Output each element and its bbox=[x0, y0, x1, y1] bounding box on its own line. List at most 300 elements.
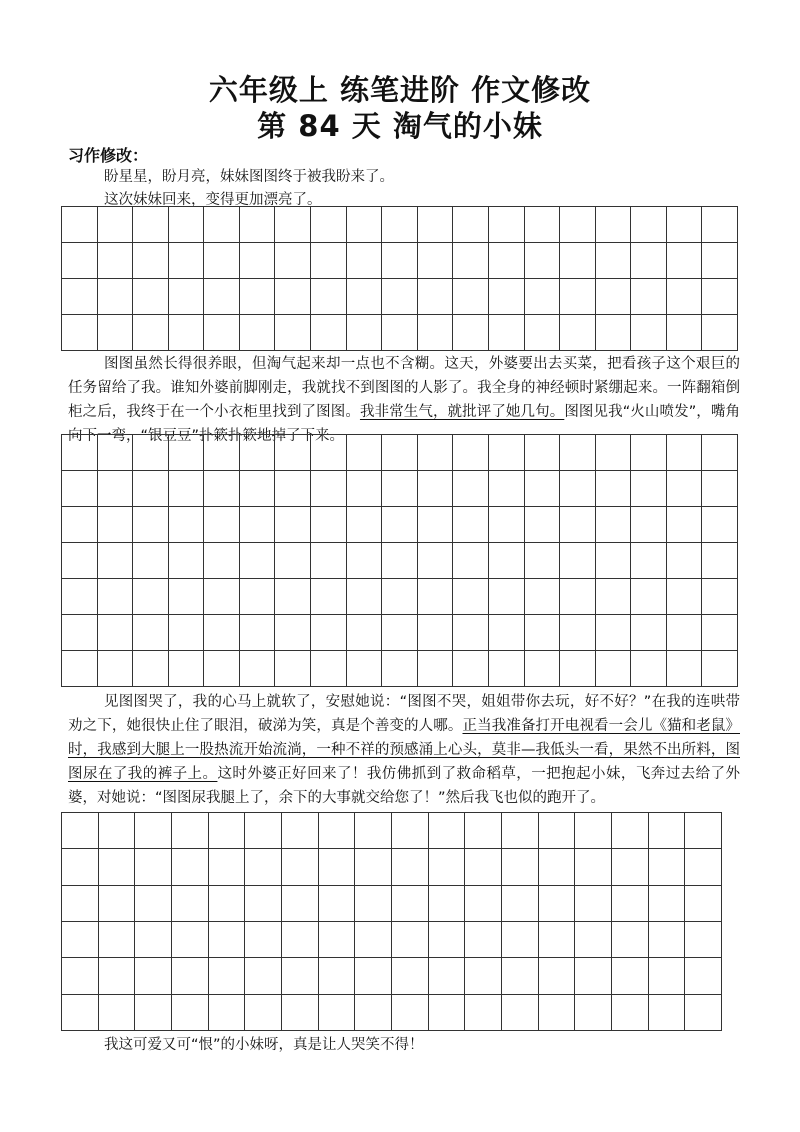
grid-cell[interactable] bbox=[282, 849, 319, 885]
grid-cell[interactable] bbox=[99, 995, 136, 1031]
grid-cell[interactable] bbox=[172, 849, 209, 885]
grid-cell[interactable] bbox=[319, 849, 356, 885]
grid-cell[interactable] bbox=[702, 471, 738, 507]
grid-cell[interactable] bbox=[560, 243, 596, 279]
grid-cell[interactable] bbox=[702, 279, 738, 315]
grid-cell[interactable] bbox=[596, 435, 632, 471]
grid-cell[interactable] bbox=[240, 207, 276, 243]
grid-cell[interactable] bbox=[525, 243, 561, 279]
grid-cell[interactable] bbox=[135, 849, 172, 885]
grid-cell[interactable] bbox=[311, 651, 347, 687]
grid-cell[interactable] bbox=[240, 279, 276, 315]
grid-cell[interactable] bbox=[355, 886, 392, 922]
grid-cell[interactable] bbox=[560, 651, 596, 687]
grid-cell[interactable] bbox=[209, 958, 246, 994]
grid-cell[interactable] bbox=[319, 958, 356, 994]
grid-cell[interactable] bbox=[525, 651, 561, 687]
grid-cell[interactable] bbox=[560, 579, 596, 615]
grid-cell[interactable] bbox=[169, 579, 205, 615]
grid-cell[interactable] bbox=[62, 579, 98, 615]
grid-cell[interactable] bbox=[275, 651, 311, 687]
grid-cell[interactable] bbox=[382, 507, 418, 543]
grid-cell[interactable] bbox=[631, 315, 667, 351]
grid-cell[interactable] bbox=[311, 471, 347, 507]
grid-cell[interactable] bbox=[133, 315, 169, 351]
grid-cell[interactable] bbox=[133, 579, 169, 615]
grid-cell[interactable] bbox=[702, 651, 738, 687]
grid-cell[interactable] bbox=[240, 471, 276, 507]
grid-cell[interactable] bbox=[539, 958, 576, 994]
grid-cell[interactable] bbox=[133, 435, 169, 471]
grid-cell[interactable] bbox=[465, 849, 502, 885]
grid-cell[interactable] bbox=[429, 995, 466, 1031]
grid-cell[interactable] bbox=[347, 207, 383, 243]
grid-cell[interactable] bbox=[649, 958, 686, 994]
grid-cell[interactable] bbox=[667, 543, 703, 579]
grid-cell[interactable] bbox=[169, 279, 205, 315]
grid-cell[interactable] bbox=[62, 279, 98, 315]
grid-cell[interactable] bbox=[99, 849, 136, 885]
grid-cell[interactable] bbox=[649, 922, 686, 958]
grid-cell[interactable] bbox=[311, 615, 347, 651]
grid-cell[interactable] bbox=[62, 813, 99, 849]
grid-cell[interactable] bbox=[62, 849, 99, 885]
grid-cell[interactable] bbox=[135, 886, 172, 922]
grid-cell[interactable] bbox=[525, 615, 561, 651]
grid-cell[interactable] bbox=[453, 243, 489, 279]
grid-cell[interactable] bbox=[702, 435, 738, 471]
grid-cell[interactable] bbox=[429, 958, 466, 994]
grid-cell[interactable] bbox=[133, 243, 169, 279]
grid-cell[interactable] bbox=[418, 651, 454, 687]
grid-cell[interactable] bbox=[702, 315, 738, 351]
grid-cell[interactable] bbox=[702, 543, 738, 579]
grid-cell[interactable] bbox=[135, 995, 172, 1031]
grid-cell[interactable] bbox=[209, 849, 246, 885]
grid-cell[interactable] bbox=[560, 207, 596, 243]
grid-cell[interactable] bbox=[355, 922, 392, 958]
grid-cell[interactable] bbox=[382, 315, 418, 351]
grid-cell[interactable] bbox=[98, 243, 134, 279]
grid-cell[interactable] bbox=[62, 243, 98, 279]
grid-cell[interactable] bbox=[596, 579, 632, 615]
grid-cell[interactable] bbox=[245, 886, 282, 922]
grid-cell[interactable] bbox=[133, 543, 169, 579]
grid-cell[interactable] bbox=[62, 207, 98, 243]
grid-cell[interactable] bbox=[98, 435, 134, 471]
grid-cell[interactable] bbox=[311, 279, 347, 315]
grid-cell[interactable] bbox=[560, 507, 596, 543]
grid-cell[interactable] bbox=[539, 922, 576, 958]
grid-cell[interactable] bbox=[99, 813, 136, 849]
grid-cell[interactable] bbox=[172, 922, 209, 958]
grid-cell[interactable] bbox=[282, 922, 319, 958]
grid-cell[interactable] bbox=[560, 471, 596, 507]
grid-cell[interactable] bbox=[453, 471, 489, 507]
grid-cell[interactable] bbox=[612, 849, 649, 885]
grid-cell[interactable] bbox=[596, 543, 632, 579]
grid-cell[interactable] bbox=[240, 651, 276, 687]
grid-cell[interactable] bbox=[382, 651, 418, 687]
grid-cell[interactable] bbox=[502, 849, 539, 885]
grid-cell[interactable] bbox=[685, 958, 722, 994]
grid-cell[interactable] bbox=[453, 651, 489, 687]
grid-cell[interactable] bbox=[245, 922, 282, 958]
grid-cell[interactable] bbox=[612, 813, 649, 849]
grid-cell[interactable] bbox=[489, 615, 525, 651]
grid-cell[interactable] bbox=[169, 507, 205, 543]
grid-cell[interactable] bbox=[311, 243, 347, 279]
grid-cell[interactable] bbox=[240, 315, 276, 351]
grid-cell[interactable] bbox=[667, 315, 703, 351]
grid-cell[interactable] bbox=[465, 922, 502, 958]
grid-cell[interactable] bbox=[429, 813, 466, 849]
grid-cell[interactable] bbox=[465, 813, 502, 849]
grid-cell[interactable] bbox=[169, 543, 205, 579]
grid-cell[interactable] bbox=[560, 435, 596, 471]
grid-cell[interactable] bbox=[575, 922, 612, 958]
grid-cell[interactable] bbox=[539, 813, 576, 849]
grid-cell[interactable] bbox=[347, 507, 383, 543]
grid-cell[interactable] bbox=[418, 471, 454, 507]
grid-cell[interactable] bbox=[169, 315, 205, 351]
grid-cell[interactable] bbox=[62, 651, 98, 687]
grid-cell[interactable] bbox=[98, 315, 134, 351]
grid-cell[interactable] bbox=[525, 207, 561, 243]
grid-cell[interactable] bbox=[489, 435, 525, 471]
grid-cell[interactable] bbox=[133, 651, 169, 687]
grid-cell[interactable] bbox=[240, 543, 276, 579]
grid-cell[interactable] bbox=[539, 849, 576, 885]
grid-cell[interactable] bbox=[418, 243, 454, 279]
grid-cell[interactable] bbox=[135, 813, 172, 849]
grid-cell[interactable] bbox=[631, 471, 667, 507]
grid-cell[interactable] bbox=[98, 579, 134, 615]
grid-cell[interactable] bbox=[525, 315, 561, 351]
grid-cell[interactable] bbox=[702, 207, 738, 243]
grid-cell[interactable] bbox=[429, 922, 466, 958]
grid-cell[interactable] bbox=[382, 279, 418, 315]
grid-cell[interactable] bbox=[685, 995, 722, 1031]
grid-cell[interactable] bbox=[275, 579, 311, 615]
grid-cell[interactable] bbox=[98, 651, 134, 687]
grid-cell[interactable] bbox=[596, 651, 632, 687]
grid-cell[interactable] bbox=[489, 543, 525, 579]
grid-cell[interactable] bbox=[204, 651, 240, 687]
grid-cell[interactable] bbox=[382, 243, 418, 279]
grid-cell[interactable] bbox=[245, 813, 282, 849]
grid-cell[interactable] bbox=[172, 813, 209, 849]
grid-cell[interactable] bbox=[612, 958, 649, 994]
grid-cell[interactable] bbox=[489, 651, 525, 687]
grid-cell[interactable] bbox=[245, 995, 282, 1031]
grid-cell[interactable] bbox=[209, 813, 246, 849]
grid-cell[interactable] bbox=[169, 615, 205, 651]
grid-cell[interactable] bbox=[418, 279, 454, 315]
grid-cell[interactable] bbox=[275, 543, 311, 579]
grid-cell[interactable] bbox=[382, 615, 418, 651]
grid-cell[interactable] bbox=[631, 507, 667, 543]
grid-cell[interactable] bbox=[172, 995, 209, 1031]
grid-cell[interactable] bbox=[240, 507, 276, 543]
grid-cell[interactable] bbox=[382, 471, 418, 507]
grid-cell[interactable] bbox=[429, 886, 466, 922]
grid-cell[interactable] bbox=[489, 243, 525, 279]
grid-cell[interactable] bbox=[204, 435, 240, 471]
grid-cell[interactable] bbox=[98, 615, 134, 651]
grid-cell[interactable] bbox=[392, 958, 429, 994]
grid-cell[interactable] bbox=[392, 813, 429, 849]
grid-cell[interactable] bbox=[382, 435, 418, 471]
grid-cell[interactable] bbox=[612, 995, 649, 1031]
grid-cell[interactable] bbox=[347, 579, 383, 615]
grid-cell[interactable] bbox=[525, 507, 561, 543]
grid-cell[interactable] bbox=[539, 995, 576, 1031]
grid-cell[interactable] bbox=[204, 579, 240, 615]
grid-cell[interactable] bbox=[631, 279, 667, 315]
grid-cell[interactable] bbox=[311, 207, 347, 243]
grid-cell[interactable] bbox=[429, 849, 466, 885]
grid-cell[interactable] bbox=[502, 958, 539, 994]
grid-cell[interactable] bbox=[135, 922, 172, 958]
writing-grid-3[interactable] bbox=[61, 812, 722, 1031]
grid-cell[interactable] bbox=[667, 471, 703, 507]
grid-cell[interactable] bbox=[347, 435, 383, 471]
grid-cell[interactable] bbox=[319, 886, 356, 922]
grid-cell[interactable] bbox=[209, 922, 246, 958]
grid-cell[interactable] bbox=[99, 886, 136, 922]
grid-cell[interactable] bbox=[702, 243, 738, 279]
grid-cell[interactable] bbox=[667, 207, 703, 243]
grid-cell[interactable] bbox=[489, 579, 525, 615]
grid-cell[interactable] bbox=[347, 243, 383, 279]
grid-cell[interactable] bbox=[489, 279, 525, 315]
grid-cell[interactable] bbox=[62, 507, 98, 543]
grid-cell[interactable] bbox=[560, 315, 596, 351]
grid-cell[interactable] bbox=[99, 958, 136, 994]
grid-cell[interactable] bbox=[575, 958, 612, 994]
grid-cell[interactable] bbox=[649, 813, 686, 849]
grid-cell[interactable] bbox=[347, 651, 383, 687]
grid-cell[interactable] bbox=[275, 315, 311, 351]
grid-cell[interactable] bbox=[347, 615, 383, 651]
grid-cell[interactable] bbox=[392, 849, 429, 885]
grid-cell[interactable] bbox=[525, 435, 561, 471]
grid-cell[interactable] bbox=[631, 579, 667, 615]
grid-cell[interactable] bbox=[275, 615, 311, 651]
grid-cell[interactable] bbox=[502, 886, 539, 922]
grid-cell[interactable] bbox=[502, 813, 539, 849]
grid-cell[interactable] bbox=[702, 579, 738, 615]
grid-cell[interactable] bbox=[282, 886, 319, 922]
grid-cell[interactable] bbox=[453, 435, 489, 471]
grid-cell[interactable] bbox=[133, 471, 169, 507]
grid-cell[interactable] bbox=[649, 886, 686, 922]
grid-cell[interactable] bbox=[560, 615, 596, 651]
grid-cell[interactable] bbox=[204, 315, 240, 351]
grid-cell[interactable] bbox=[667, 507, 703, 543]
grid-cell[interactable] bbox=[98, 543, 134, 579]
grid-cell[interactable] bbox=[347, 471, 383, 507]
grid-cell[interactable] bbox=[311, 579, 347, 615]
grid-cell[interactable] bbox=[575, 995, 612, 1031]
grid-cell[interactable] bbox=[311, 543, 347, 579]
grid-cell[interactable] bbox=[453, 543, 489, 579]
grid-cell[interactable] bbox=[596, 207, 632, 243]
grid-cell[interactable] bbox=[489, 207, 525, 243]
grid-cell[interactable] bbox=[133, 615, 169, 651]
grid-cell[interactable] bbox=[245, 849, 282, 885]
grid-cell[interactable] bbox=[133, 507, 169, 543]
grid-cell[interactable] bbox=[631, 243, 667, 279]
grid-cell[interactable] bbox=[596, 615, 632, 651]
grid-cell[interactable] bbox=[98, 507, 134, 543]
grid-cell[interactable] bbox=[502, 995, 539, 1031]
grid-cell[interactable] bbox=[240, 579, 276, 615]
grid-cell[interactable] bbox=[667, 651, 703, 687]
grid-cell[interactable] bbox=[596, 243, 632, 279]
grid-cell[interactable] bbox=[702, 615, 738, 651]
grid-cell[interactable] bbox=[169, 207, 205, 243]
grid-cell[interactable] bbox=[275, 207, 311, 243]
grid-cell[interactable] bbox=[62, 958, 99, 994]
grid-cell[interactable] bbox=[685, 922, 722, 958]
grid-cell[interactable] bbox=[453, 279, 489, 315]
grid-cell[interactable] bbox=[453, 579, 489, 615]
grid-cell[interactable] bbox=[631, 435, 667, 471]
grid-cell[interactable] bbox=[311, 435, 347, 471]
grid-cell[interactable] bbox=[204, 615, 240, 651]
grid-cell[interactable] bbox=[275, 471, 311, 507]
grid-cell[interactable] bbox=[98, 279, 134, 315]
grid-cell[interactable] bbox=[204, 243, 240, 279]
grid-cell[interactable] bbox=[355, 849, 392, 885]
grid-cell[interactable] bbox=[596, 507, 632, 543]
grid-cell[interactable] bbox=[355, 813, 392, 849]
grid-cell[interactable] bbox=[575, 849, 612, 885]
grid-cell[interactable] bbox=[525, 279, 561, 315]
grid-cell[interactable] bbox=[133, 279, 169, 315]
grid-cell[interactable] bbox=[275, 507, 311, 543]
grid-cell[interactable] bbox=[133, 207, 169, 243]
grid-cell[interactable] bbox=[418, 207, 454, 243]
grid-cell[interactable] bbox=[347, 543, 383, 579]
grid-cell[interactable] bbox=[347, 279, 383, 315]
grid-cell[interactable] bbox=[311, 315, 347, 351]
grid-cell[interactable] bbox=[685, 813, 722, 849]
grid-cell[interactable] bbox=[209, 886, 246, 922]
grid-cell[interactable] bbox=[631, 543, 667, 579]
grid-cell[interactable] bbox=[62, 315, 98, 351]
grid-cell[interactable] bbox=[319, 813, 356, 849]
grid-cell[interactable] bbox=[465, 958, 502, 994]
grid-cell[interactable] bbox=[418, 579, 454, 615]
grid-cell[interactable] bbox=[62, 615, 98, 651]
grid-cell[interactable] bbox=[392, 886, 429, 922]
grid-cell[interactable] bbox=[612, 922, 649, 958]
grid-cell[interactable] bbox=[525, 579, 561, 615]
grid-cell[interactable] bbox=[667, 243, 703, 279]
grid-cell[interactable] bbox=[204, 207, 240, 243]
grid-cell[interactable] bbox=[62, 995, 99, 1031]
grid-cell[interactable] bbox=[62, 543, 98, 579]
grid-cell[interactable] bbox=[685, 886, 722, 922]
grid-cell[interactable] bbox=[631, 207, 667, 243]
grid-cell[interactable] bbox=[453, 207, 489, 243]
grid-cell[interactable] bbox=[319, 995, 356, 1031]
grid-cell[interactable] bbox=[667, 615, 703, 651]
grid-cell[interactable] bbox=[62, 922, 99, 958]
grid-cell[interactable] bbox=[355, 995, 392, 1031]
grid-cell[interactable] bbox=[169, 651, 205, 687]
grid-cell[interactable] bbox=[209, 995, 246, 1031]
grid-cell[interactable] bbox=[667, 435, 703, 471]
grid-cell[interactable] bbox=[596, 471, 632, 507]
grid-cell[interactable] bbox=[649, 995, 686, 1031]
grid-cell[interactable] bbox=[169, 435, 205, 471]
grid-cell[interactable] bbox=[418, 615, 454, 651]
grid-cell[interactable] bbox=[575, 813, 612, 849]
grid-cell[interactable] bbox=[240, 615, 276, 651]
grid-cell[interactable] bbox=[525, 543, 561, 579]
grid-cell[interactable] bbox=[172, 886, 209, 922]
grid-cell[interactable] bbox=[560, 543, 596, 579]
grid-cell[interactable] bbox=[172, 958, 209, 994]
grid-cell[interactable] bbox=[525, 471, 561, 507]
grid-cell[interactable] bbox=[453, 507, 489, 543]
grid-cell[interactable] bbox=[204, 279, 240, 315]
grid-cell[interactable] bbox=[382, 543, 418, 579]
grid-cell[interactable] bbox=[275, 243, 311, 279]
grid-cell[interactable] bbox=[489, 315, 525, 351]
grid-cell[interactable] bbox=[560, 279, 596, 315]
grid-cell[interactable] bbox=[319, 922, 356, 958]
writing-grid-1[interactable] bbox=[61, 206, 738, 351]
grid-cell[interactable] bbox=[245, 958, 282, 994]
grid-cell[interactable] bbox=[62, 435, 98, 471]
grid-cell[interactable] bbox=[282, 995, 319, 1031]
grid-cell[interactable] bbox=[418, 507, 454, 543]
grid-cell[interactable] bbox=[685, 849, 722, 885]
grid-cell[interactable] bbox=[382, 207, 418, 243]
grid-cell[interactable] bbox=[275, 279, 311, 315]
grid-cell[interactable] bbox=[62, 886, 99, 922]
grid-cell[interactable] bbox=[169, 471, 205, 507]
grid-cell[interactable] bbox=[489, 507, 525, 543]
grid-cell[interactable] bbox=[99, 922, 136, 958]
grid-cell[interactable] bbox=[453, 315, 489, 351]
grid-cell[interactable] bbox=[502, 922, 539, 958]
grid-cell[interactable] bbox=[392, 995, 429, 1031]
grid-cell[interactable] bbox=[311, 507, 347, 543]
grid-cell[interactable] bbox=[649, 849, 686, 885]
grid-cell[interactable] bbox=[667, 579, 703, 615]
grid-cell[interactable] bbox=[596, 279, 632, 315]
grid-cell[interactable] bbox=[275, 435, 311, 471]
grid-cell[interactable] bbox=[98, 207, 134, 243]
grid-cell[interactable] bbox=[612, 886, 649, 922]
grid-cell[interactable] bbox=[418, 315, 454, 351]
grid-cell[interactable] bbox=[204, 507, 240, 543]
grid-cell[interactable] bbox=[382, 579, 418, 615]
grid-cell[interactable] bbox=[418, 435, 454, 471]
grid-cell[interactable] bbox=[631, 615, 667, 651]
grid-cell[interactable] bbox=[465, 886, 502, 922]
grid-cell[interactable] bbox=[347, 315, 383, 351]
grid-cell[interactable] bbox=[135, 958, 172, 994]
grid-cell[interactable] bbox=[204, 471, 240, 507]
grid-cell[interactable] bbox=[539, 886, 576, 922]
